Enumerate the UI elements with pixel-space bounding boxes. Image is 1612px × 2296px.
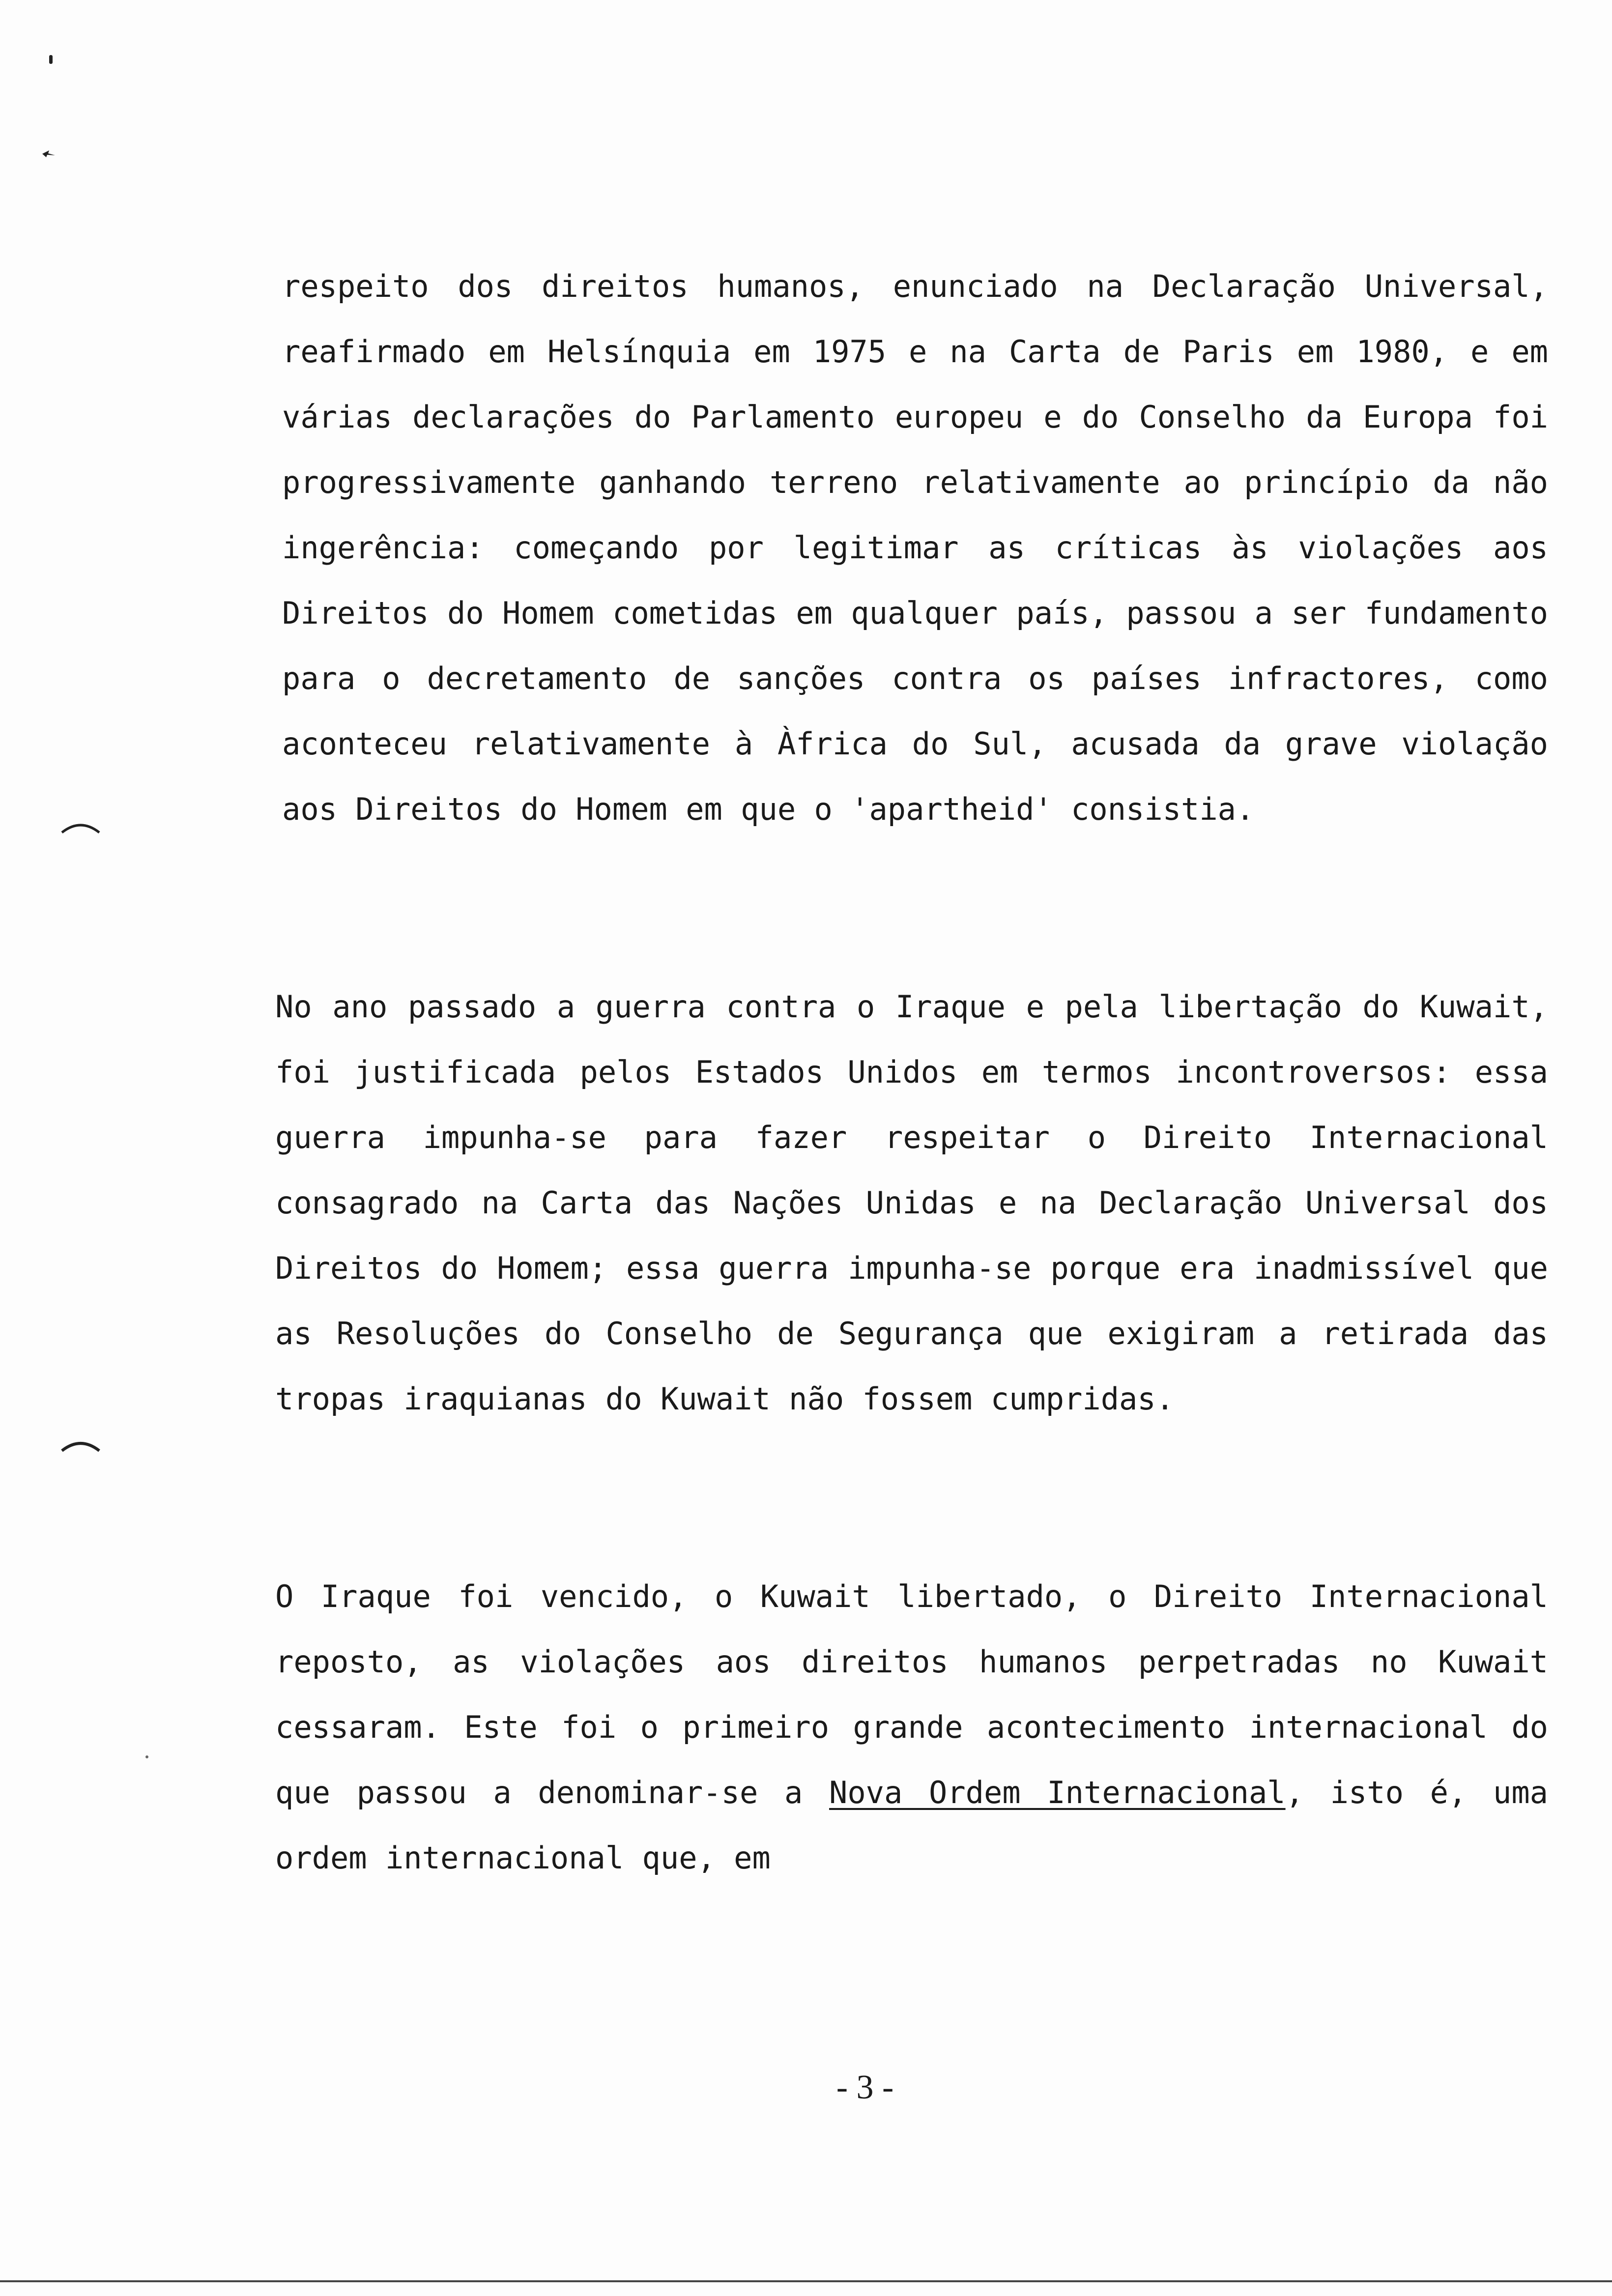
punch-hole-mark — [61, 820, 100, 834]
paragraph-3 — [275, 1564, 1548, 1891]
scan-mark-arrow — [42, 150, 55, 157]
scan-bottom-edge — [0, 2280, 1612, 2282]
paragraph-3-text-end: , isto é, uma ordem internacional que, em — [275, 1775, 1548, 1876]
scan-mark — [49, 55, 53, 64]
scan-speck — [145, 1755, 148, 1758]
paragraph-2: No ano passado a guerra contra o Iraque e pela libertação do Kuwait, foi justificada pelos Estados Unidos em termos incontroversos: essa guerra impunha-se para fazer respeitar o Direito Internacional consagrado na Carta das Nações Unidas e na Declaração Universal dos Direitos do Homem; essa guerra impunha-se porque era inadmissível que as Resoluções do Conselho de Segurança que exigiram a retirada das tropas iraquianas do Kuwait não fossem cumpridas. — [275, 989, 1548, 1417]
punch-hole-mark — [61, 1438, 100, 1453]
paragraph-3-text-start: O Iraque foi vencido, o Kuwait libertado, o Direito Internacional reposto, as violações aos direitos humanos perpetradas no Kuwait cessaram. Este foi o primeiro grande acontecimento internacional do que passou a denominar-se a — [275, 1578, 1548, 1810]
nova-ordem-internacional-underlined: Nova Ordem Internacional — [829, 1775, 1286, 1810]
page-number: - 3 - — [836, 2068, 894, 2106]
paragraph-1: respeito dos direitos humanos, enunciado na Declaração Universal, reafirmado em Helsínquia em 1975 e na Carta de Paris em 1980, e em várias declarações do Parlamento europeu e do Conselho da Europa foi progressivamente ganhando terreno relativamente ao princípio da não ingerência: começando por legitimar as críticas às violações aos Direitos do Homem cometidas em qualquer país, passou a ser fundamento para o decretamento de sanções contra os países infractores, como aconteceu relativamente à Àfrica do Sul, acusada da grave violação aos Direitos do Homem em que o 'apartheid' consistia. — [282, 268, 1548, 827]
